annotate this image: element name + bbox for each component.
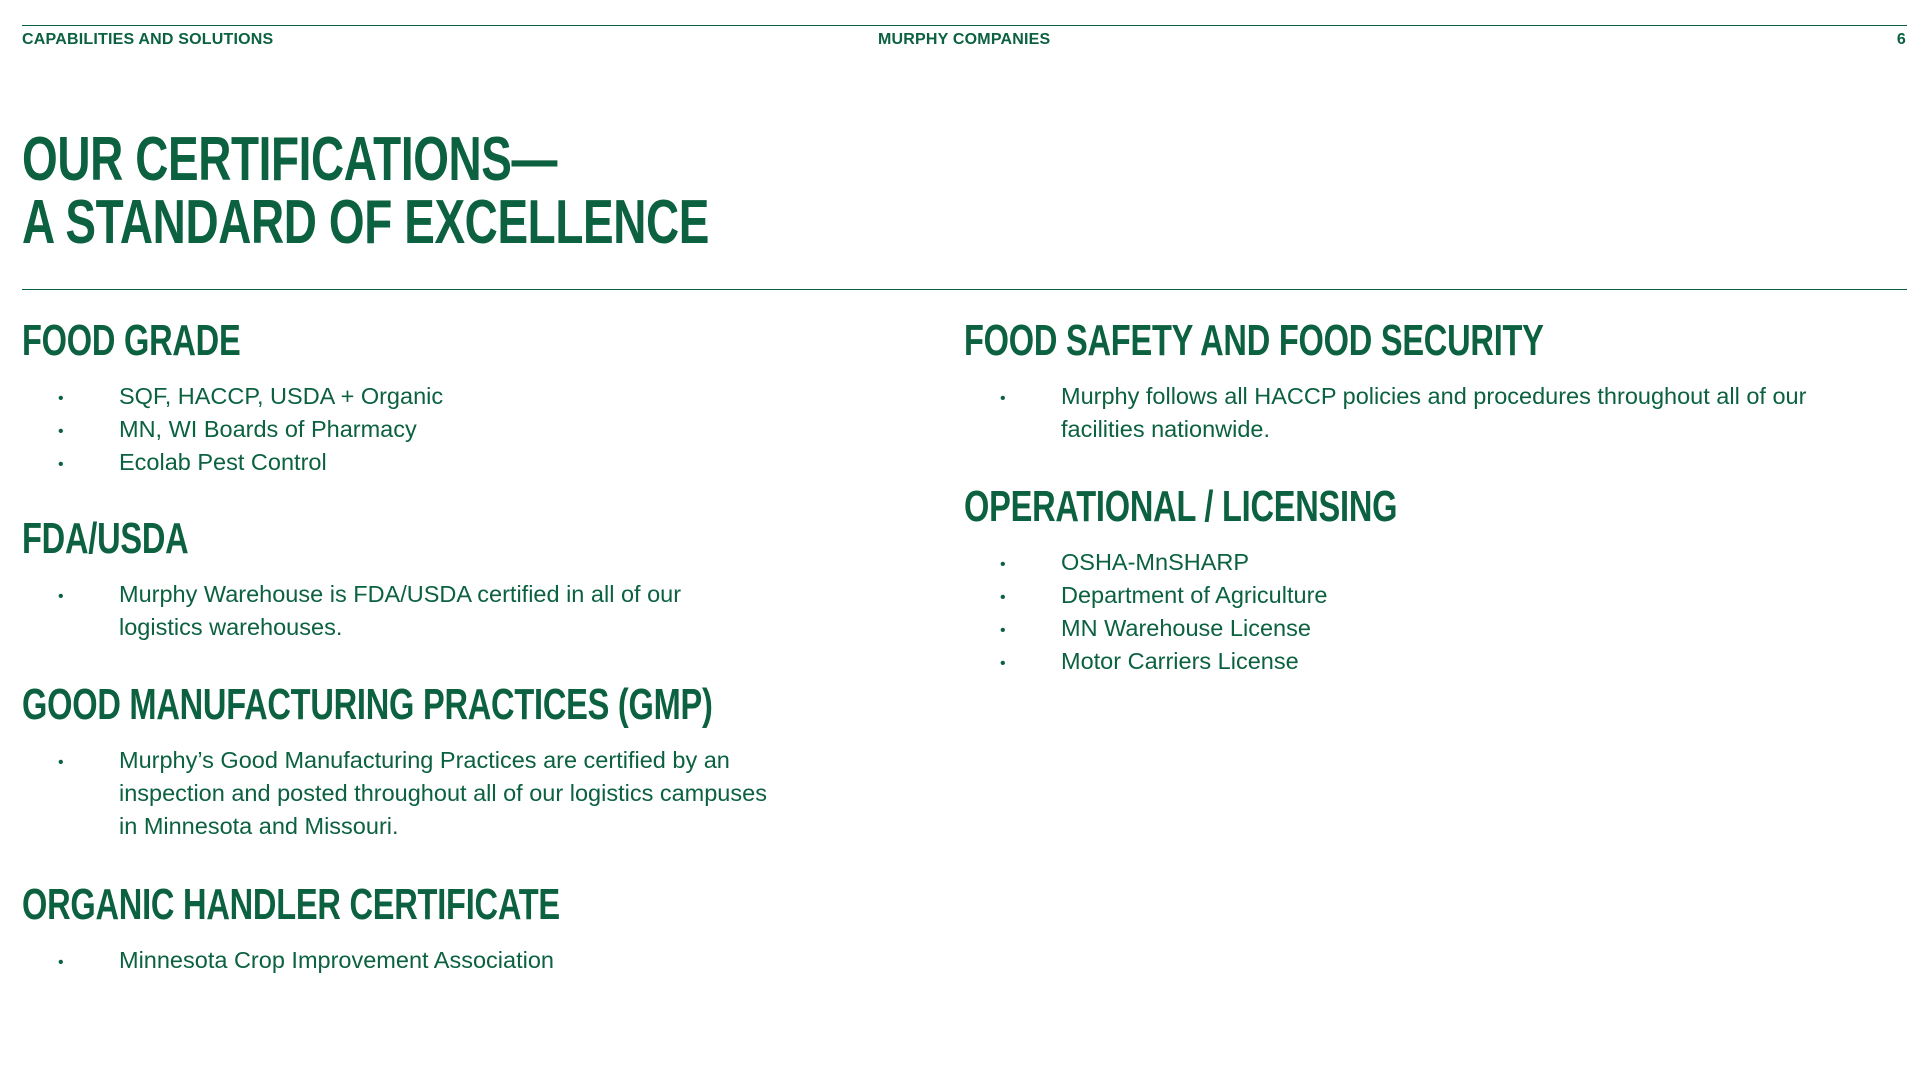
list-item bbox=[964, 380, 1841, 446]
section-fda-usda bbox=[22, 516, 782, 644]
section-food-grade bbox=[22, 318, 782, 479]
bullet-icon: • bbox=[58, 954, 64, 971]
bullet-icon: • bbox=[58, 390, 64, 407]
bullet-list bbox=[964, 546, 1864, 678]
section-food-safety bbox=[964, 318, 1864, 446]
page-title-line2: A STANDARD OF EXCELLENCE bbox=[22, 188, 709, 257]
section-heading: FOOD SAFETY AND FOOD SECURITY bbox=[964, 316, 1544, 365]
section-heading: OPERATIONAL / LICENSING bbox=[964, 482, 1398, 531]
list-item bbox=[964, 546, 1864, 579]
header-divider bbox=[22, 25, 1907, 26]
section-gmp bbox=[22, 682, 782, 843]
bullet-icon: • bbox=[58, 456, 64, 473]
page-title bbox=[22, 125, 709, 257]
list-item-text: Ecolab Pest Control bbox=[119, 449, 327, 475]
title-divider bbox=[22, 289, 1907, 290]
list-item-text: MN Warehouse License bbox=[1061, 615, 1311, 641]
list-item-text: Murphy’s Good Manufacturing Practices are certified by an inspection and posted throughout all of our logistics campuses in Minnesota and Missouri. bbox=[119, 747, 767, 839]
section-operational-licensing bbox=[964, 484, 1864, 678]
section-heading: FOOD GRADE bbox=[22, 316, 241, 365]
bullet-list bbox=[22, 944, 782, 977]
list-item-text: MN, WI Boards of Pharmacy bbox=[119, 416, 417, 442]
section-heading: GOOD MANUFACTURING PRACTICES (GMP) bbox=[22, 680, 713, 729]
list-item-text: SQF, HACCP, USDA + Organic bbox=[119, 383, 444, 409]
bullet-icon: • bbox=[58, 588, 64, 605]
bullet-list bbox=[22, 744, 782, 843]
header-company-name: MURPHY COMPANIES bbox=[878, 31, 1051, 48]
bullet-list bbox=[22, 380, 782, 479]
page-title-line1: OUR CERTIFICATIONS— bbox=[22, 125, 558, 194]
list-item-text: Department of Agriculture bbox=[1061, 582, 1328, 608]
section-organic-handler bbox=[22, 882, 782, 977]
bullet-icon: • bbox=[58, 754, 64, 771]
bullet-icon: • bbox=[1000, 622, 1006, 639]
list-item bbox=[22, 944, 782, 977]
list-item bbox=[22, 578, 739, 644]
section-heading: FDA/USDA bbox=[22, 514, 189, 563]
list-item bbox=[22, 446, 782, 479]
header-section-label: CAPABILITIES AND SOLUTIONS bbox=[22, 31, 274, 48]
bullet-list bbox=[22, 578, 782, 644]
list-item bbox=[22, 413, 782, 446]
list-item-text: Motor Carriers License bbox=[1061, 648, 1299, 674]
section-heading: ORGANIC HANDLER CERTIFICATE bbox=[22, 880, 560, 929]
page-number: 6 bbox=[1896, 31, 1906, 48]
list-item-text: Murphy follows all HACCP policies and procedures throughout all of our facilities nationwide. bbox=[1061, 383, 1807, 442]
bullet-icon: • bbox=[58, 423, 64, 440]
bullet-list bbox=[964, 380, 1864, 446]
list-item-text: Murphy Warehouse is FDA/USDA certified in all of our logistics warehouses. bbox=[119, 581, 682, 640]
bullet-icon: • bbox=[1000, 390, 1006, 407]
bullet-icon: • bbox=[1000, 589, 1006, 606]
bullet-icon: • bbox=[1000, 655, 1006, 672]
list-item-text: OSHA-MnSHARP bbox=[1061, 549, 1250, 575]
list-item bbox=[964, 645, 1864, 678]
bullet-icon: • bbox=[1000, 556, 1006, 573]
list-item bbox=[22, 380, 782, 413]
list-item-text: Minnesota Crop Improvement Association bbox=[119, 947, 554, 973]
list-item bbox=[964, 579, 1864, 612]
list-item bbox=[22, 744, 779, 843]
list-item bbox=[964, 612, 1864, 645]
